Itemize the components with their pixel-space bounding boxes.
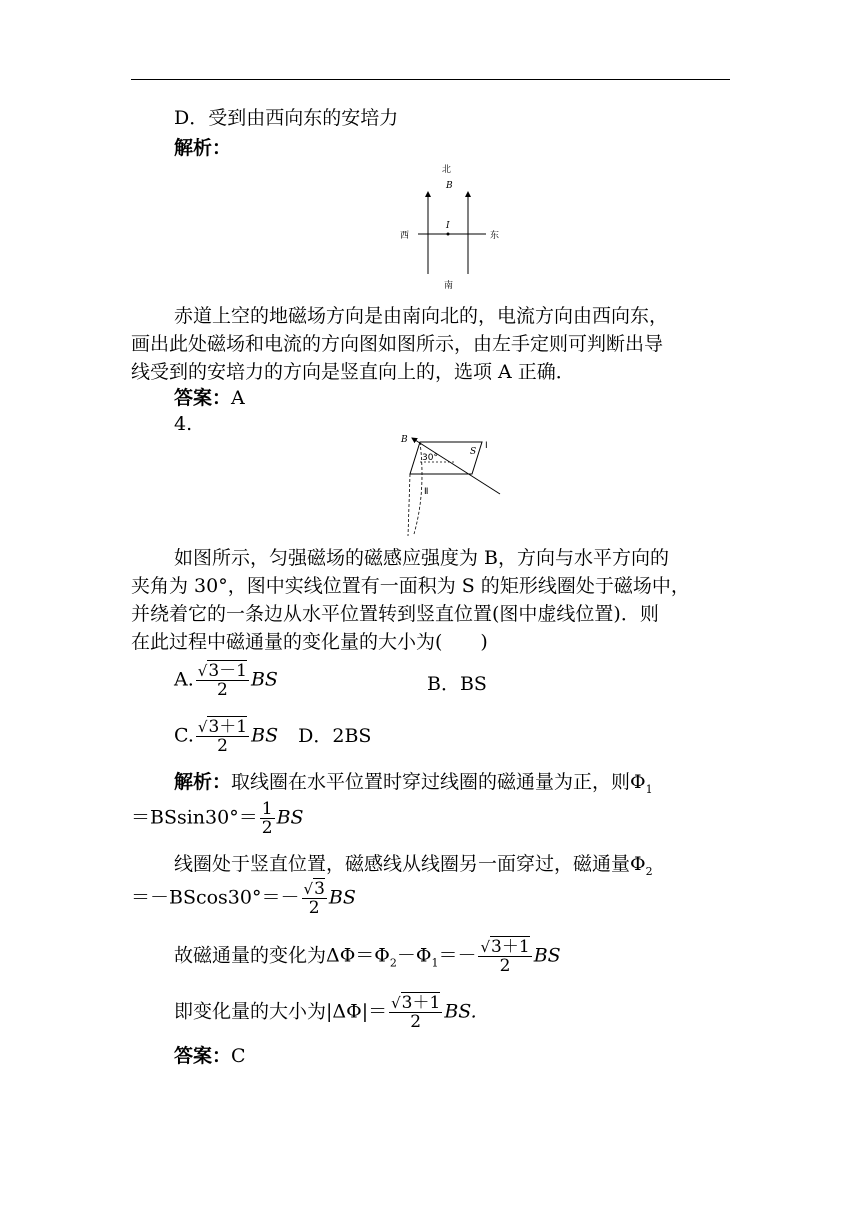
analysis-line2: ＝BSsin30°＝ $\frac{1}{2}$ BS [131,799,304,838]
stem-line4: 在此过程中磁通量的变化量的大小为( ) [131,631,488,653]
position-1-label: Ⅰ [485,441,488,451]
analysis-line3: 线圈处于竖直位置，磁感线从线圈另一面穿过，磁通量$\Phi_2$ [174,853,653,878]
field-b-label: B [446,181,453,191]
stem-line1: 如图所示，匀强磁场的磁感应强度为 B，方向与水平方向的 [174,547,670,569]
option-a: A. $\frac{√3-1}{2}$ BS [174,661,278,700]
answer-line-4: 答案：C [174,1045,246,1067]
option-b: B．BS [427,673,487,695]
compass-current-figure [396,162,506,292]
angle-label: 30° [422,453,438,463]
current-dot [447,233,450,236]
analysis-text-line1: 赤道上空的地磁场方向是由南向北的，电流方向由西向东， [174,305,669,327]
current-i-label: I [446,221,450,231]
answer-label: 答案： [174,387,232,409]
question-number: 4. [174,413,193,435]
stem-line3: 并绕着它的一条边从水平位置转到竖直位置(图中虚线位置)．则 [131,603,659,625]
area-s-label: S [470,447,477,457]
analysis-text-line3: 线受到的安培力的方向是竖直向上的，选项 A 正确． [131,361,575,383]
option-c: C. $\frac{√3+1}{2}$ BS D．2BS [174,717,372,756]
analysis-line5: 故磁通量的变化为$\Delta\Phi=\Phi_2-\Phi_1=-$ $\frac{√3+1}{2}$ BS [174,937,561,976]
option-d-prev: D．受到由西向东的安培力 [174,107,399,129]
stem-line2: 夹角为 30°，图中实线位置有一面积为 S 的矩形线圈处于磁场中， [131,575,690,597]
analysis-label: 解析： [174,137,232,159]
analysis-line1: 解析：取线圈在水平位置时穿过线圈的磁通量为正，则$\Phi_1$ [174,771,653,796]
header-rule [131,79,730,80]
analysis-line4: ＝－BScos30°＝－ $\frac{√3}{2}$ BS [131,879,356,918]
position-2-label: Ⅱ [424,487,429,497]
coil-rotation-figure [396,432,508,542]
answer-line-3 [174,386,245,410]
option-d: D．2BS [298,724,372,747]
coil-position-2 [408,442,422,536]
east-label: 东 [490,231,500,241]
west-label: 西 [400,231,410,241]
coil-b-label: B [401,435,408,445]
analysis-text-line2: 画出此处磁场和电流的方向图如图所示，由左手定则可判断出导 [131,333,664,355]
north-label: 北 [442,165,452,175]
south-label: 南 [444,281,454,291]
analysis-line6: 即变化量的大小为|ΔΦ|＝ $\frac{√3+1}{2}$ BS. [174,993,477,1032]
answer-value: A [231,387,245,409]
